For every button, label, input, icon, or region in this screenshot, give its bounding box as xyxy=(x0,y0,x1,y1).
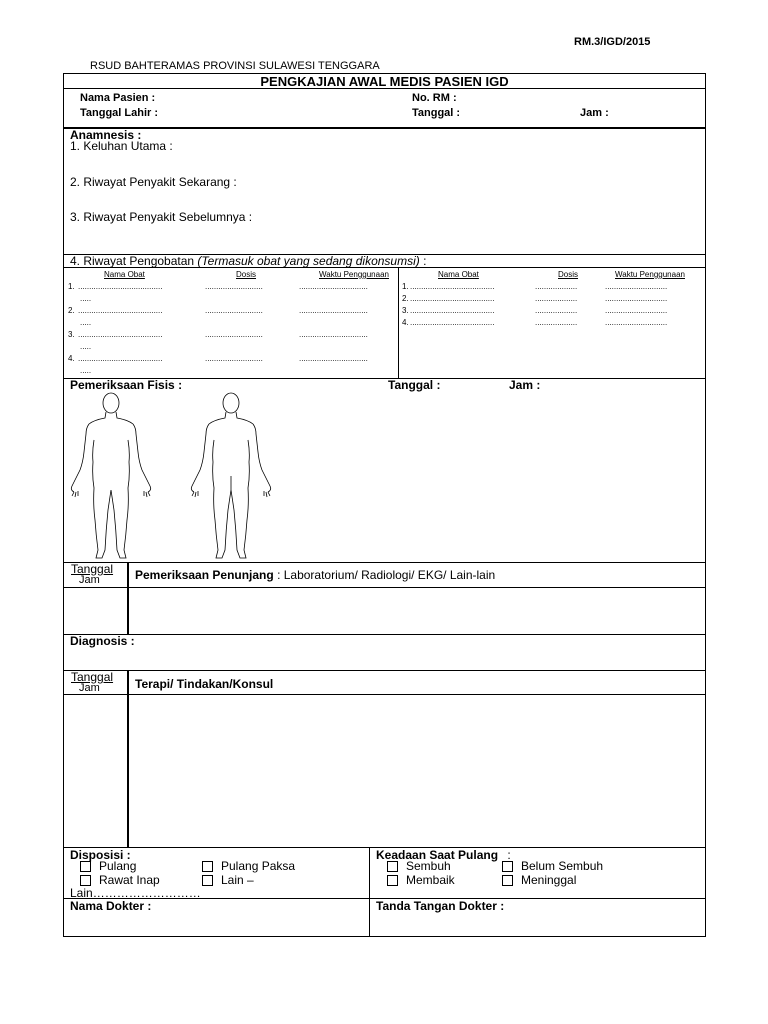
right-med-row-dosis: ................... xyxy=(535,294,578,303)
body-front-outline xyxy=(71,393,150,558)
left-med-row-cont: ..... xyxy=(80,366,92,375)
checkbox[interactable] xyxy=(80,875,91,886)
right-med-row-waktu: ............................ xyxy=(605,294,668,303)
right-med-row-dosis: ................... xyxy=(535,306,578,315)
jam-label: Jam : xyxy=(580,107,609,119)
form-title: PENGKAJIAN AWAL MEDIS PASIEN IGD xyxy=(260,74,509,89)
fisis-divider xyxy=(63,562,706,563)
med-table-split xyxy=(398,267,399,378)
left-col-dosis: Dosis xyxy=(236,270,257,279)
left-med-row-nama: ...................................... xyxy=(78,306,163,315)
left-med-row-dosis: .......................... xyxy=(205,330,263,339)
keluhan-utama-label: 1. Keluhan Utama : xyxy=(70,139,173,153)
left-med-row-num: 4. xyxy=(68,354,75,363)
disposisi-lain-option[interactable]: Lain – xyxy=(202,873,254,887)
penunjang-jam-label: Jam xyxy=(79,574,100,586)
left-col-nama-obat: Nama Obat xyxy=(104,270,145,279)
keadaan-heading: Keadaan Saat Pulang : xyxy=(376,848,511,862)
frame-bottom-line xyxy=(63,936,706,937)
frame-right-line xyxy=(705,73,706,937)
checkbox[interactable] xyxy=(502,875,513,886)
riwayat-penyakit-sekarang-label: 2. Riwayat Penyakit Sekarang : xyxy=(70,175,237,189)
left-med-row-nama: ...................................... xyxy=(78,354,163,363)
checkbox[interactable] xyxy=(387,875,398,886)
nama-dokter-label: Nama Dokter : xyxy=(70,899,152,913)
left-med-row-cont: ..... xyxy=(80,294,92,303)
riwayat-penyakit-sebelumnya-label: 3. Riwayat Penyakit Sebelumnya : xyxy=(70,210,253,224)
disposisi-pulang-option[interactable]: Pulang xyxy=(80,859,136,873)
right-med-row-waktu: ............................ xyxy=(605,318,668,327)
penunjang-date-column-line xyxy=(127,562,129,634)
disposisi-lain-line: Lain……………………… xyxy=(70,886,201,900)
title-divider xyxy=(63,88,706,89)
terapi-tanggal-label: Tanggal xyxy=(71,670,114,684)
riwayat-pengobatan-label: 4. Riwayat Pengobatan (Termasuk obat yang sedang dikonsumsi) : xyxy=(70,254,427,268)
penunjang-header-divider xyxy=(63,587,706,588)
diagnosis-label: Diagnosis : xyxy=(70,634,135,648)
left-med-row-waktu: ............................... xyxy=(299,306,368,315)
keadaan-sembuh-option[interactable]: Sembuh xyxy=(387,859,451,873)
tanda-tangan-dokter-label: Tanda Tangan Dokter : xyxy=(376,899,505,913)
tanggal-lahir-label: Tanggal Lahir : xyxy=(80,107,159,119)
identity-divider xyxy=(63,127,706,129)
right-med-row-nama: ...................................... xyxy=(410,306,495,315)
left-med-row-dosis: .......................... xyxy=(205,306,263,315)
left-med-row-cont: ..... xyxy=(80,342,92,351)
terapi-jam-label: Jam xyxy=(79,682,100,694)
keadaan-belum-sembuh-option[interactable]: Belum Sembuh xyxy=(502,859,603,873)
right-col-dosis: Dosis xyxy=(558,270,579,279)
disposisi-heading: Disposisi : xyxy=(70,848,131,862)
frame-left-line xyxy=(63,73,64,937)
left-med-row-nama: ...................................... xyxy=(78,282,163,291)
checkbox[interactable] xyxy=(202,875,213,886)
body-diagram-front-back xyxy=(68,390,298,562)
left-med-row-waktu: ............................... xyxy=(299,330,368,339)
no-rm-label: No. RM : xyxy=(412,92,457,104)
right-med-row-dosis: ................... xyxy=(535,282,578,291)
terapi-header-divider xyxy=(63,694,706,695)
fisis-tanggal-label: Tanggal : xyxy=(388,378,441,392)
right-col-waktu: Waktu Penggunaan xyxy=(615,270,685,279)
left-med-row-num: 3. xyxy=(68,330,75,339)
pengobatan-divider xyxy=(63,267,706,268)
checkbox[interactable] xyxy=(202,861,213,872)
disposisi-rawat-inap-option[interactable]: Rawat Inap xyxy=(80,873,160,887)
penunjang-bottom xyxy=(63,634,706,635)
penunjang-tanggal-label: Tanggal xyxy=(71,562,114,576)
left-med-row-waktu: ............................... xyxy=(299,354,368,363)
nama-pasien-label: Nama Pasien : xyxy=(80,92,156,104)
keadaan-meninggal-option[interactable]: Meninggal xyxy=(502,873,576,887)
checkbox[interactable] xyxy=(502,861,513,872)
checkbox[interactable] xyxy=(387,861,398,872)
tanggal-label: Tanggal : xyxy=(412,107,461,119)
right-med-row-nama: ...................................... xyxy=(410,294,495,303)
left-med-row-nama: ...................................... xyxy=(78,330,163,339)
pemeriksaan-fisis-heading: Pemeriksaan Fisis : xyxy=(70,378,183,392)
right-med-row-nama: ...................................... xyxy=(410,318,495,327)
right-med-row-num: 3. xyxy=(402,306,409,315)
disposisi-split-line xyxy=(369,847,370,936)
right-col-nama-obat: Nama Obat xyxy=(438,270,479,279)
left-med-row-dosis: .......................... xyxy=(205,282,263,291)
pemeriksaan-penunjang-label: Pemeriksaan Penunjang : Laboratorium/ Radiologi/ EKG/ Lain-lain xyxy=(135,568,496,582)
right-med-row-waktu: ............................ xyxy=(605,282,668,291)
fisis-jam-label: Jam : xyxy=(509,378,541,392)
right-med-row-waktu: ............................ xyxy=(605,306,668,315)
left-med-row-waktu: ............................... xyxy=(299,282,368,291)
body-back-outline xyxy=(191,393,270,558)
right-med-row-num: 4. xyxy=(402,318,409,327)
left-med-row-dosis: .......................... xyxy=(205,354,263,363)
left-med-row-num: 2. xyxy=(68,306,75,315)
diagnosis-bottom xyxy=(63,670,706,671)
right-med-row-num: 2. xyxy=(402,294,409,303)
checkbox[interactable] xyxy=(80,861,91,872)
left-med-row-cont: ..... xyxy=(80,318,92,327)
disposisi-pulang-paksa-option[interactable]: Pulang Paksa xyxy=(202,859,295,873)
left-med-row-num: 1. xyxy=(68,282,75,291)
right-med-row-dosis: ................... xyxy=(535,318,578,327)
terapi-date-column-line xyxy=(127,670,129,848)
right-med-row-nama: ...................................... xyxy=(410,282,495,291)
left-col-waktu: Waktu Penggunaan xyxy=(319,270,389,279)
terapi-label: Terapi/ Tindakan/Konsul xyxy=(135,677,274,691)
document-code: RM.3/IGD/2015 xyxy=(574,36,651,48)
keadaan-membaik-option[interactable]: Membaik xyxy=(387,873,455,887)
right-med-row-num: 1. xyxy=(402,282,409,291)
hospital-name: RSUD BAHTERAMAS PROVINSI SULAWESI TENGGARA xyxy=(90,60,380,72)
anamnesis-heading: Anamnesis : xyxy=(70,128,142,142)
